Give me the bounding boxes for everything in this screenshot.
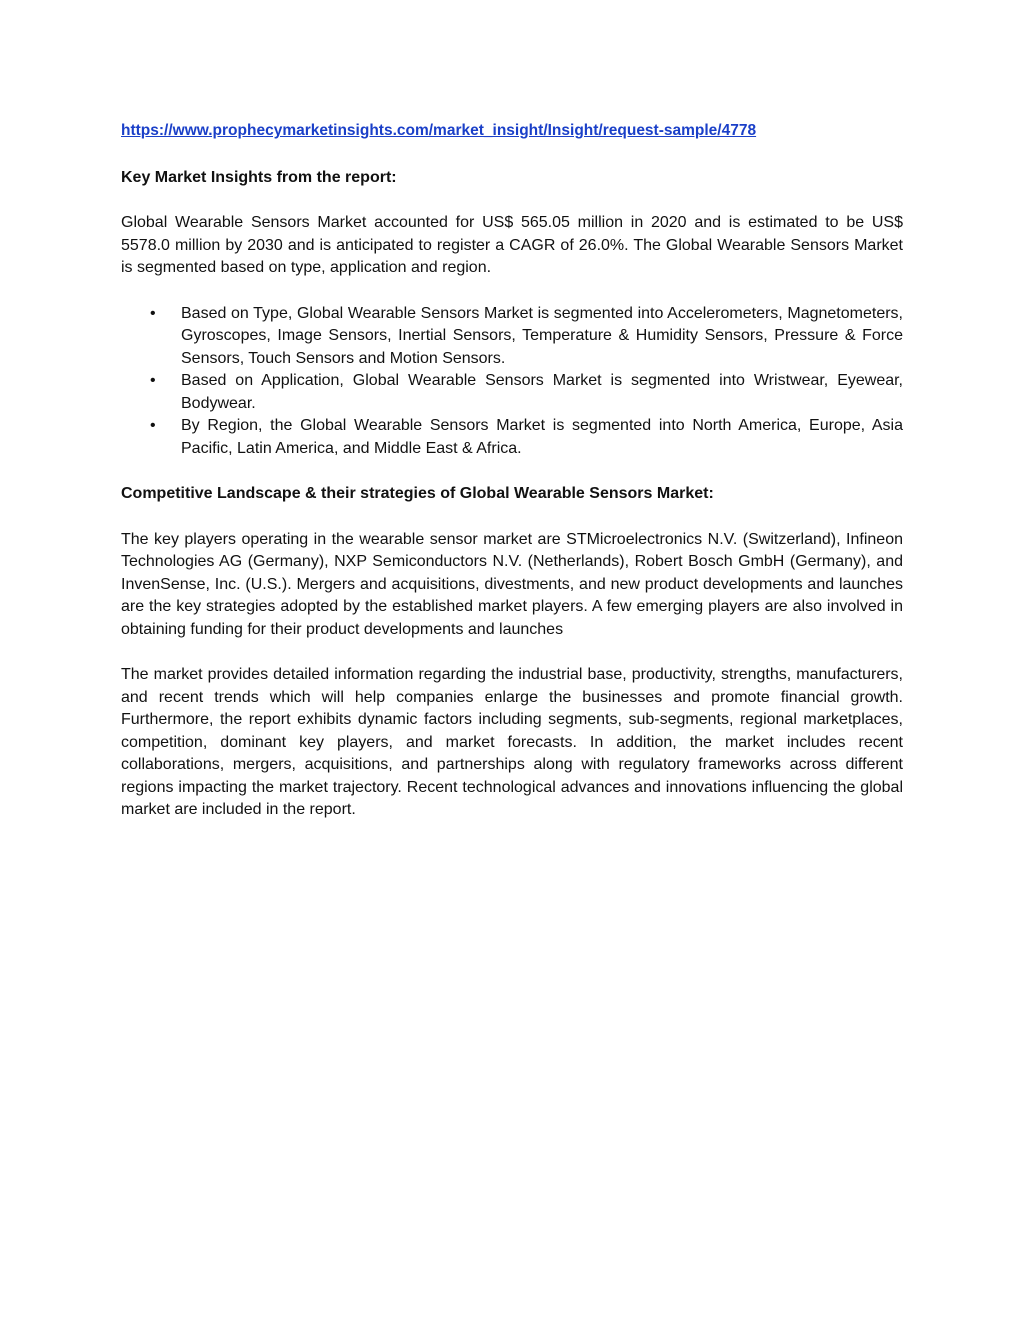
competitive-landscape-heading: Competitive Landscape & their strategies of Global Wearable Sensors Market: xyxy=(121,485,714,502)
bullet-icon: • xyxy=(150,304,156,322)
intro-paragraph: Global Wearable Sensors Market accounted for US$ 565.05 million in 2020 and is estimated to be US$ 5578.0 million by 2030 and is anticipated to register a CAGR of 26.0%. The Global Wearable Sensors Market is segmented based on type, application and region. xyxy=(121,214,903,276)
bullet-text-type: Based on Type, Global Wearable Sensors Market is segmented into Accelerometers, Magnetometers, Gyroscopes, Image Sensors, Inertial Sensors, Temperature & Humidity Sensors, Pressure & Force Sensors, Touch Sensors and Motion Sensors. xyxy=(181,304,903,367)
segment-bullet-list xyxy=(121,303,903,461)
bullet-icon: • xyxy=(150,372,156,389)
request-sample-link[interactable]: https://www.prophecymarketinsights.com/market_insight/Insight/request-sample/4778 xyxy=(121,122,757,139)
bullet-icon: • xyxy=(150,417,156,434)
market-overview-paragraph: The market provides detailed information regarding the industrial base, productivity, strengths, manufacturers, and recent trends which will help companies enlarge the businesses and promote financial growth. Furthermore, the report exhibits dynamic factors including segments, sub-segments, regional marketplaces, competition, dominant key players, and market forecasts. In addition, the market includes recent collaborations, mergers, acquisitions, and partnerships along with regulatory frameworks across different regions impacting the market trajectory. Recent technological advances and innovations influencing the global market are included in the report. xyxy=(121,666,903,818)
list-item xyxy=(121,303,903,371)
bullet-text-application: Based on Application, Global Wearable Sensors Market is segmented into Wristwear, Eyewear, Bodywear. xyxy=(181,372,903,412)
bullet-text-region: By Region, the Global Wearable Sensors Market is segmented into North America, Europe, Asia Pacific, Latin America, and Middle East & Africa. xyxy=(181,417,903,457)
key-players-paragraph: The key players operating in the wearable sensor market are STMicroelectronics N.V. (Switzerland), Infineon Technologies AG (Germany), NXP Semiconductors N.V. (Netherlands), Robert Bosch GmbH (Germany), and InvenSense, Inc. (U.S.). Mergers and acquisitions, divestments, and new product developments and launches are the key strategies adopted by the established market players. A few emerging players are also involved in obtaining funding for their product developments and launches xyxy=(121,530,903,638)
document-page xyxy=(121,120,903,845)
key-insights-heading: Key Market Insights from the report: xyxy=(121,168,397,186)
list-item xyxy=(121,415,903,460)
list-item xyxy=(121,370,903,415)
